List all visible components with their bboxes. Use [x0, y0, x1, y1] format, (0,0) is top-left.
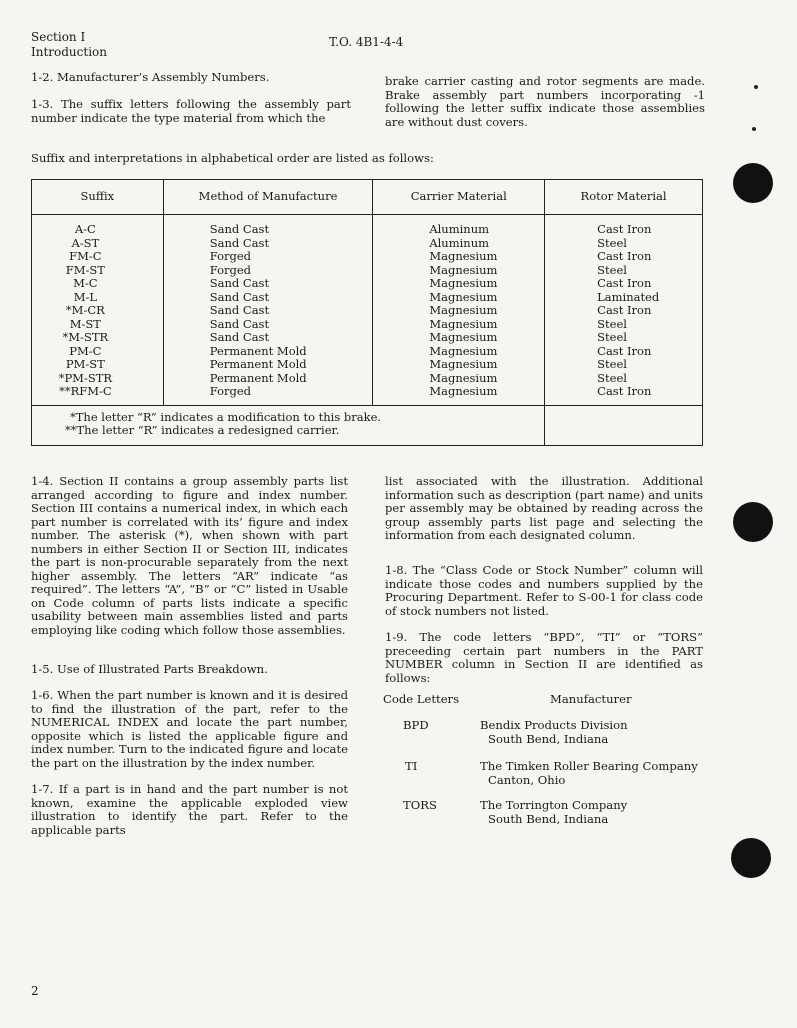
para-1-6: 1-6. When the part number is known and it is desired to find the illustration of the part, refer to the NUMERICAL INDEX and locate the part number, opposite which is listed the applicable figure and index number. Turn to the indicated figure and locate the part on the illustration by the index number.	[31, 688, 348, 770]
carrier-column	[373, 215, 545, 406]
rotor-cell: Steel	[597, 316, 627, 331]
punch-hole-2	[733, 502, 773, 542]
suffix-column	[32, 215, 164, 406]
method-cell: Permanent Mold	[209, 370, 307, 385]
method-cell: Forged	[209, 262, 252, 277]
rotor-column	[545, 215, 703, 406]
manufacturer-header: Manufacturer	[550, 692, 632, 706]
rotor-cell: Steel	[597, 235, 627, 250]
carrier-cell: Magnesium	[429, 343, 498, 358]
header-method: Method of Manufacture	[163, 180, 373, 215]
code-bpd: BPD	[403, 718, 429, 732]
suffix-cell: M-L	[73, 289, 98, 304]
para-1-3-cont: brake carrier casting and rotor segments are made. Brake assembly part numbers incorporating -1 following the letter suffix indicate those assemblies are without dust covers.	[385, 74, 705, 129]
mfr-ti-city: Canton, Ohio	[488, 773, 566, 787]
para-1-4: 1-4. Section II contains a group assembly parts list arranged according to figure and index number. Section III contains a numerical index, in which each part number is correlated with its’ figure and index number. The asterisk (*), when shown with part numbers in either Section II or Section III, indicates the part is non-procurable separately from the next higher assembly. The letters “AR” indicate “as required”. The letters “A”, “B” or “C” listed in Usable on Code column of parts lists indicate a specific usability between main assemblies listed and parts employing like coding which follow those assemblies.	[31, 474, 348, 637]
suffix-cell: A-ST	[71, 235, 100, 250]
rotor-cell: Laminated	[597, 289, 660, 304]
suffix-cell: PM-ST	[65, 357, 105, 371]
method-cell: Sand Cast	[209, 289, 270, 304]
table-note-2: **The letter “R” indicates a redesigned carrier.	[65, 423, 340, 437]
para-1-3: 1-3. The suffix letters following the assembly part number indicate the type material from which the	[31, 97, 351, 125]
rotor-cell: Cast Iron	[597, 249, 652, 263]
header-rotor: Rotor Material	[545, 180, 703, 215]
page-header-left	[31, 30, 107, 60]
code-ti: TI	[405, 759, 418, 773]
method-cell: Sand Cast	[209, 276, 270, 290]
suffix-intro: Suffix and interpretations in alphabetical order are listed as follows:	[31, 151, 434, 165]
punch-hole-1	[733, 163, 773, 203]
method-cell: Sand Cast	[209, 303, 270, 317]
mfr-bpd-city: South Bend, Indiana	[488, 732, 609, 746]
mfr-bpd	[480, 718, 628, 746]
suffix-cell: *M-STR	[62, 330, 109, 344]
header-suffix: Suffix	[32, 180, 164, 215]
method-cell: Forged	[209, 384, 252, 398]
para-1-5: 1-5. Use of Illustrated Parts Breakdown.	[31, 662, 268, 676]
method-cell: Sand Cast	[209, 222, 270, 236]
carrier-cell: Magnesium	[429, 303, 498, 317]
to-number: T.O. 4B1-4-4	[329, 35, 404, 49]
table-note-1: *The letter “R” indicates a modification to this brake.	[70, 409, 382, 424]
carrier-cell: Magnesium	[429, 384, 498, 398]
code-tors: TORS	[403, 798, 437, 812]
suffix-cell: M-ST	[69, 316, 101, 331]
method-cell: Permanent Mold	[209, 357, 307, 371]
code-letters-header: Code Letters	[383, 692, 460, 706]
table-note-empty-cell	[545, 405, 703, 445]
suffix-cell: PM-C	[69, 343, 102, 358]
rotor-cell: Cast Iron	[597, 222, 652, 236]
method-cell: Sand Cast	[209, 330, 270, 344]
suffix-table-header	[32, 180, 703, 215]
rotor-cell: Steel	[597, 370, 627, 385]
method-cell: Sand Cast	[209, 316, 270, 331]
rotor-cell: Steel	[597, 330, 627, 344]
suffix-cell: FM-C	[69, 249, 102, 263]
rotor-cell: Cast Iron	[597, 343, 652, 358]
suffix-cell: *M-CR	[65, 303, 105, 317]
method-cell: Forged	[209, 249, 252, 263]
method-cell: Permanent Mold	[209, 343, 307, 358]
para-1-7: 1-7. If a part is in hand and the part number is not known, examine the applicable exploded view illustration to identify the part. Refer to the applicable parts	[31, 782, 348, 837]
mfr-tors-city: South Bend, Indiana	[488, 812, 609, 826]
rotor-cell: Cast Iron	[597, 276, 652, 290]
mfr-tors-name: The Torrington Company	[480, 798, 628, 812]
rotor-cell: Cast Iron	[597, 303, 652, 317]
speck-1	[754, 85, 758, 89]
punch-hole-3	[731, 838, 771, 878]
carrier-cell: Magnesium	[429, 330, 498, 344]
carrier-cell: Magnesium	[429, 357, 498, 371]
para-1-9: 1-9. The code letters “BPD”, “TI” or “TORS” preceeding certain part numbers in the PART NUMBER column in Section II are identified as follows:	[385, 630, 703, 685]
method-column	[163, 215, 373, 406]
carrier-cell: Aluminum	[429, 222, 490, 236]
para-1-8: 1-8. The “Class Code or Stock Number” column will indicate those codes and numbers supplied by the Procuring Department. Refer to S-00-1 for class code of stock numbers not listed.	[385, 563, 703, 618]
suffix-cell: M-C	[73, 276, 98, 290]
suffix-cell: A-C	[74, 222, 96, 236]
speck-2	[752, 127, 756, 131]
section-subtitle: Introduction	[31, 45, 107, 59]
suffix-table-notes	[32, 405, 703, 445]
mfr-ti	[480, 759, 698, 787]
suffix-cell: **RFM-C	[59, 384, 112, 398]
mfr-ti-name: The Timken Roller Bearing Company	[480, 759, 698, 773]
suffix-cell: *PM-STR	[58, 370, 113, 385]
mfr-bpd-name: Bendix Products Division	[480, 718, 628, 732]
rotor-cell: Steel	[597, 357, 627, 371]
carrier-cell: Magnesium	[429, 316, 498, 331]
header-carrier: Carrier Material	[373, 180, 545, 215]
carrier-cell: Aluminum	[429, 235, 490, 250]
para-1-2: 1-2. Manufacturer’s Assembly Numbers.	[31, 70, 270, 84]
carrier-cell: Magnesium	[429, 249, 498, 263]
carrier-cell: Magnesium	[429, 289, 498, 304]
para-1-7-cont: list associated with the illustration. Additional information such as description (part name) and units per assembly may be obtained by reading across the group assembly parts list page and selecting the information from each designated column.	[385, 474, 703, 542]
suffix-table	[31, 179, 703, 446]
rotor-cell: Cast Iron	[597, 384, 652, 398]
section-label: Section I	[31, 30, 86, 44]
rotor-cell: Steel	[597, 262, 627, 277]
carrier-cell: Magnesium	[429, 262, 498, 277]
carrier-cell: Magnesium	[429, 370, 498, 385]
carrier-cell: Magnesium	[429, 276, 498, 290]
page-number: 2	[31, 984, 39, 998]
method-cell: Sand Cast	[209, 235, 270, 250]
suffix-cell: FM-ST	[65, 262, 105, 277]
mfr-tors	[480, 798, 627, 826]
